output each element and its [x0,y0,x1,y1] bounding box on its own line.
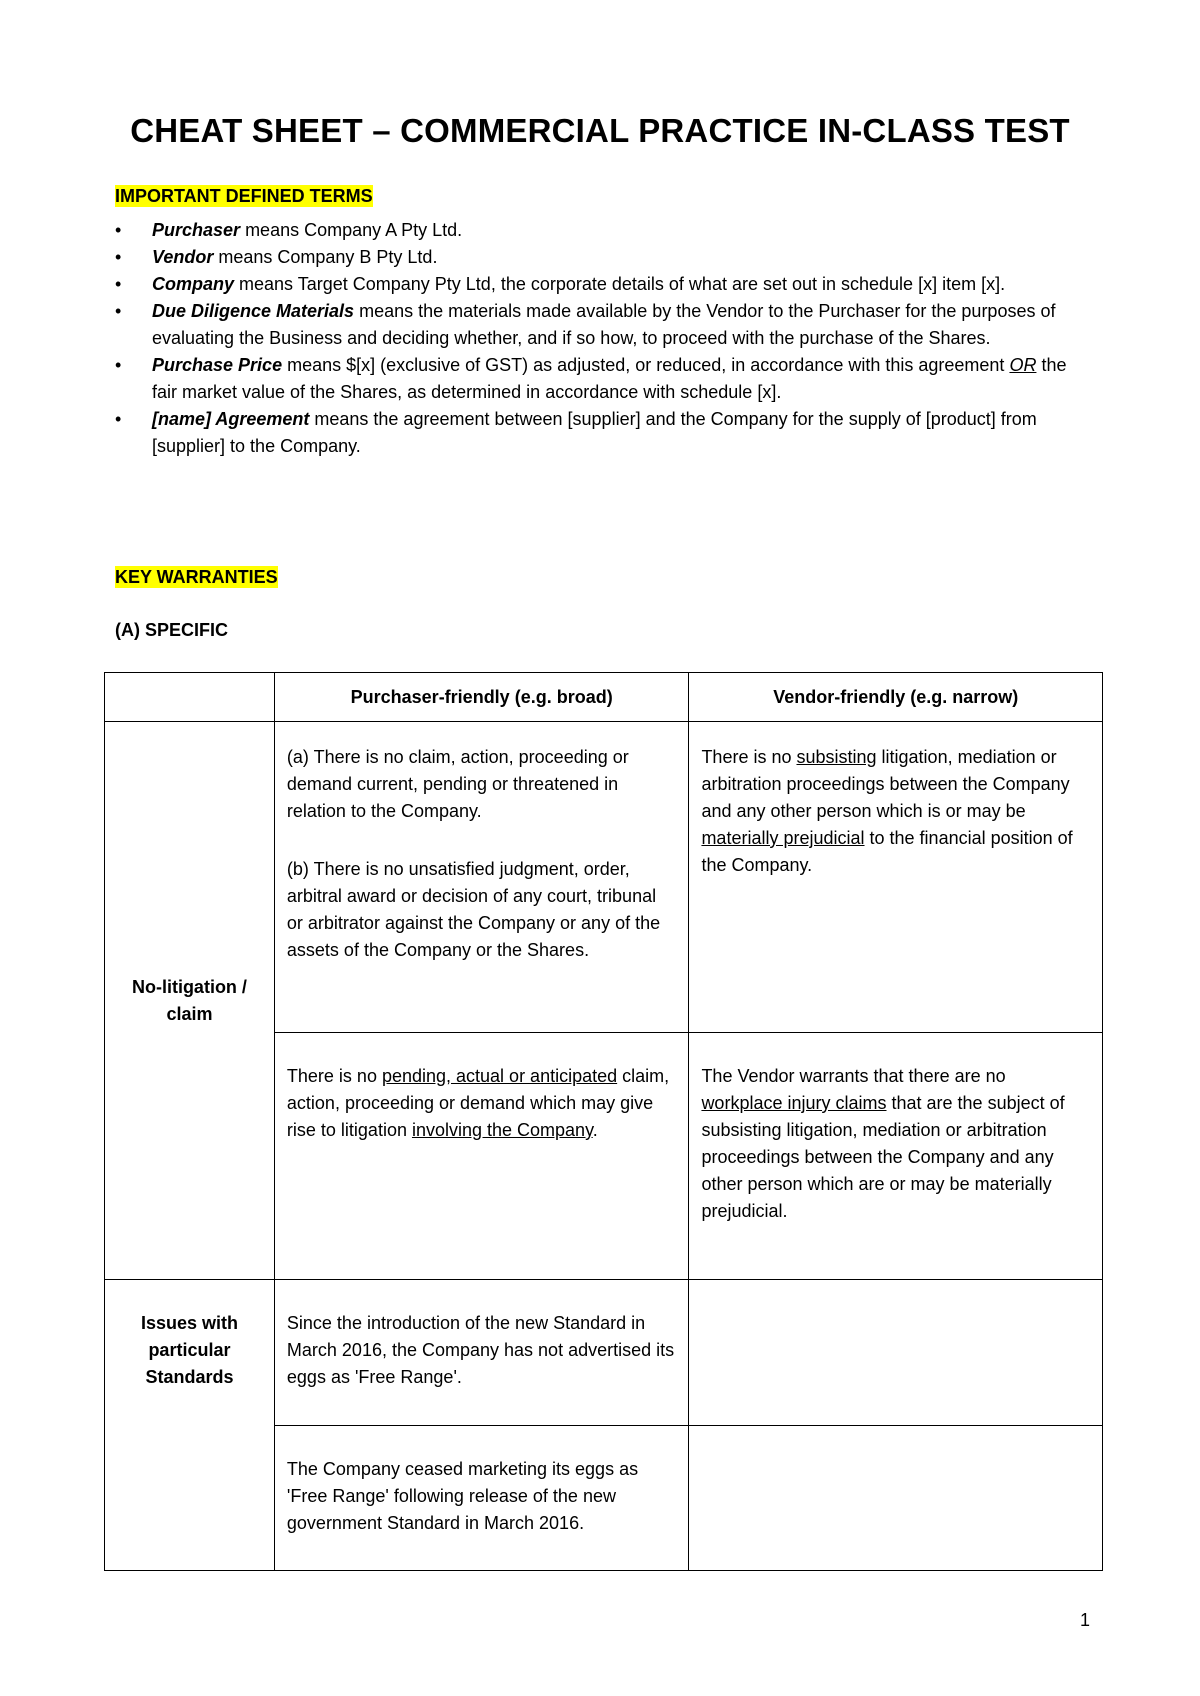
table-header-vendor: Vendor-friendly (e.g. narrow) [689,673,1103,722]
purchaser-cell [274,722,689,1033]
page-number: 1 [1080,1610,1091,1630]
purchaser-cell: The Company ceased marketing its eggs as 'Free Range' following release of the new government Standard in March 2016. [274,1426,689,1571]
list-item [115,298,1095,352]
clause-underlined: involving the Company [411,1120,593,1140]
bullet-icon: • [115,301,122,321]
list-item [115,217,1095,244]
clause-underlined: workplace injury claims [701,1093,887,1113]
term-name: Company [152,274,235,294]
table-header-blank [105,673,275,722]
term-name: Purchaser [152,220,241,240]
clause-underlined: subsisting [796,747,877,767]
bullet-icon: • [115,355,122,375]
list-item [115,406,1095,460]
warranties-table [104,672,1103,1571]
vendor-cell [689,1033,1103,1280]
vendor-cell [689,722,1103,1033]
bullet-icon: • [115,409,122,429]
term-definition: means Target Company Pty Ltd, the corporate details of what are set out in schedule [x] item [x]. [234,274,1006,294]
term-name: Vendor [152,247,214,267]
purchaser-cell [274,1033,689,1280]
bullet-icon: • [115,274,122,294]
defined-terms-heading-text: IMPORTANT DEFINED TERMS [115,186,373,206]
clause-underlined: materially prejudicial [701,828,865,848]
vendor-cell [689,1426,1103,1571]
list-item [115,352,1095,406]
clause-text: The Vendor warrants that there are no [701,1066,1006,1086]
clause-text: that are the subject of subsisting litigation, mediation or arbitration proceedings between the Company and any other person which are or may be materially prejudicial. [701,1093,1065,1221]
clause-text: (b) There is no unsatisfied judgment, order, arbitral award or decision of any court, tribunal or arbitrator against the Company or any of the assets of the Company or the Shares. [286,859,661,960]
term-definition: means Company B Pty Ltd. [213,247,438,267]
table-row [105,722,1103,1033]
purchaser-cell: Since the introduction of the new Standard in March 2016, the Company has not advertised its eggs as 'Free Range'. [274,1280,689,1426]
term-name: Purchase Price [152,355,283,375]
term-definition-or: OR [1009,355,1037,375]
term-definition: means the materials made available by the Vendor to the Purchaser for the purposes of evaluating the Business and deciding whether, and if so how, to proceed with the purchase of the Shares. [152,301,1056,348]
defined-terms-heading [115,186,373,207]
term-definition: means $[x] (exclusive of GST) as adjusted, or reduced, in accordance with this agreement [282,355,1010,375]
clause-text: to the financial position of the Company. [701,828,1073,875]
term-definition: the fair market value of the Shares, as determined in accordance with schedule [x]. [152,355,1067,402]
clause-text: litigation, mediation or arbitration proceedings between the Company and any other person which is or may be [701,747,1070,821]
specific-subheading: (A) SPECIFIC [115,620,229,640]
bullet-icon: • [115,220,122,240]
clause-text: . [592,1120,598,1140]
key-warranties-heading-text: KEY WARRANTIES [115,567,278,587]
term-name: Due Diligence Materials [152,301,355,321]
bullet-icon: • [115,247,122,267]
clause-underlined: pending, actual or anticipated [381,1066,618,1086]
clause-text: There is no [286,1066,382,1086]
clause-text: claim, action, proceeding or demand which may give rise to litigation [286,1066,670,1140]
row-label-standards: Issues with particular Standards [105,1280,275,1571]
vendor-cell [689,1280,1103,1426]
defined-terms-list [115,217,1095,460]
table-header-purchaser: Purchaser-friendly (e.g. broad) [274,673,689,722]
list-item [115,244,1095,271]
key-warranties-heading [115,567,278,588]
term-definition: means the agreement between [supplier] and the Company for the supply of [product] from [supplier] to the Company. [152,409,1037,456]
list-item [115,271,1095,298]
clause-text: (a) There is no claim, action, proceeding or demand current, pending or threatened in relation to the Company. [286,747,629,821]
term-definition: means Company A Pty Ltd. [240,220,463,240]
table-header-row [105,673,1103,722]
term-name: [name] Agreement [152,409,310,429]
table-row [105,1280,1103,1426]
clause-text: There is no [701,747,797,767]
document-title: CHEAT SHEET – COMMERCIAL PRACTICE IN-CLASS TEST [130,112,1070,149]
row-label-no-litigation: No-litigation / claim [105,722,275,1280]
